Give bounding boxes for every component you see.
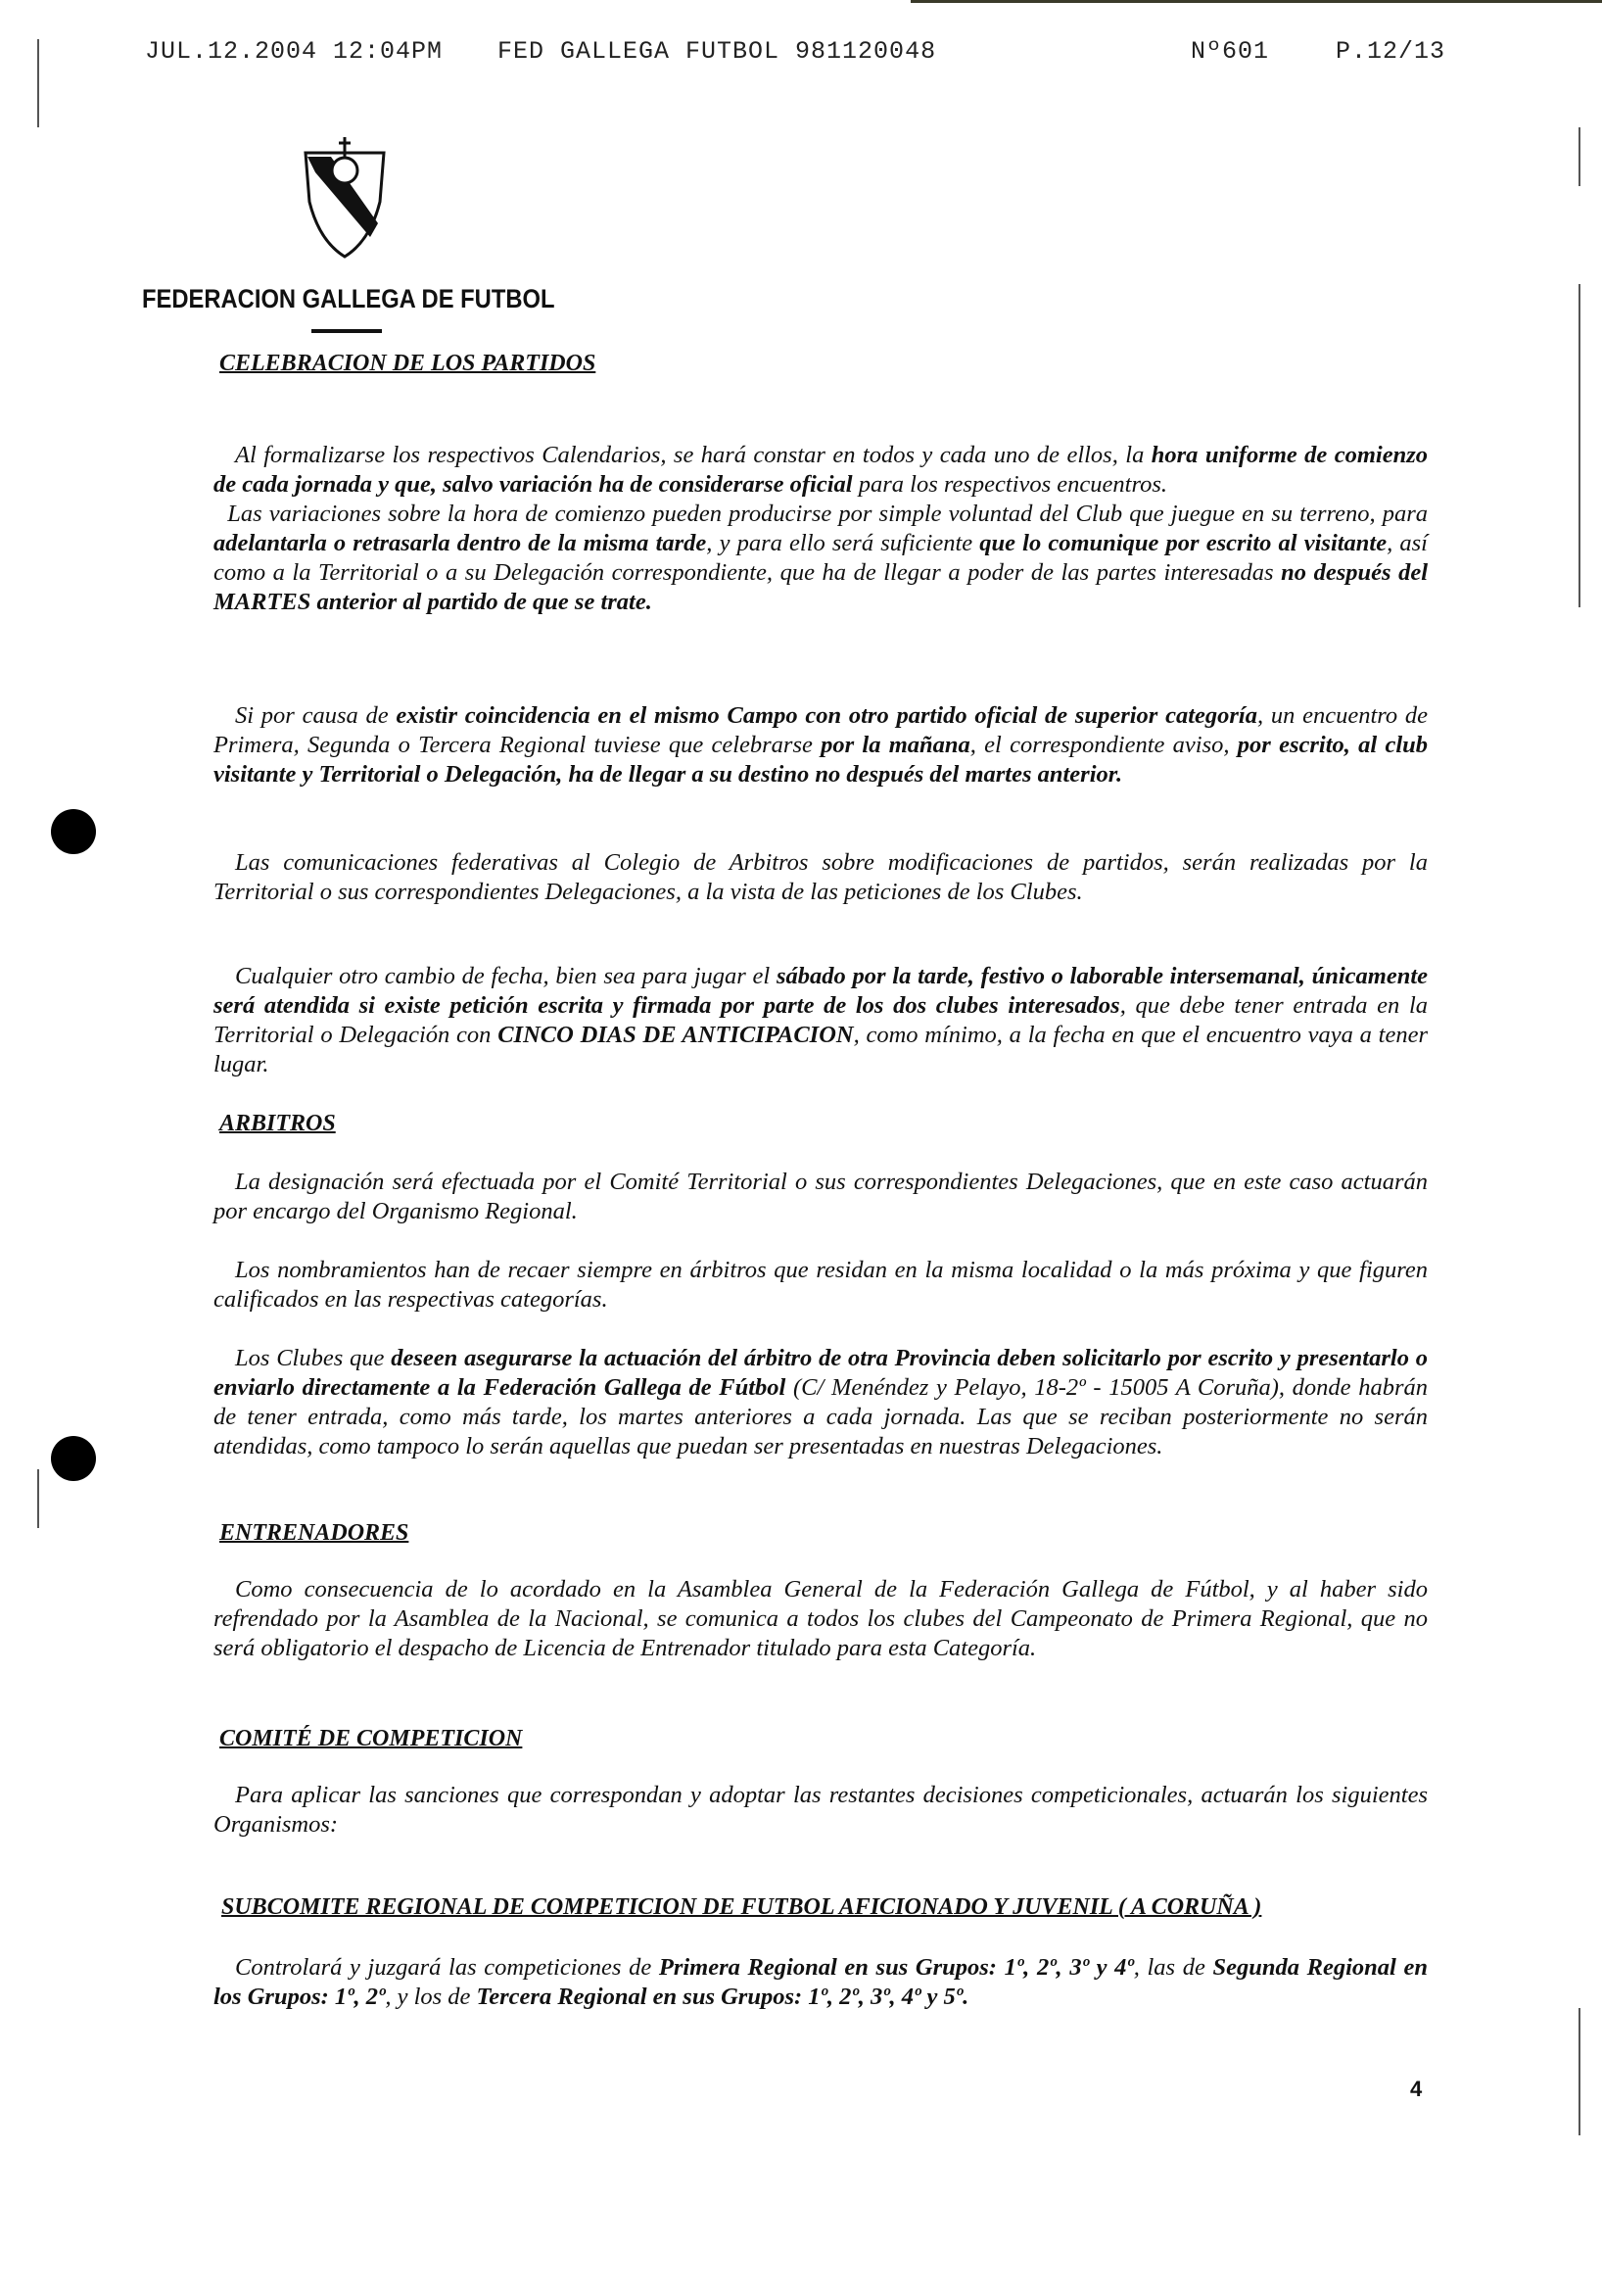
paragraph: [213, 1256, 1428, 1315]
organization-name: FEDERACION GALLEGA DE FUTBOL: [142, 284, 555, 313]
fax-sender: FED GALLEGA FUTBOL 981120048: [497, 37, 937, 66]
scan-edge: [37, 39, 39, 127]
emphasized-text: Tercera Regional en sus Grupos: 1º, 2º, 3º, 4º y 5º.: [476, 1984, 969, 2010]
punch-hole: [51, 809, 96, 854]
text-run: La designación será efectuada por el Comité Territorial o sus correspondientes Delegaciones, que en este caso actuarán por encargo del Organismo Regional.: [213, 1169, 1428, 1224]
emphasized-text: sábado por la tarde, festivo o laborable intersemanal, únicamente será atendida si existe petición escrita y firmada por parte de los dos clubes interesados: [213, 963, 1429, 1019]
text-run: , un encuentro de Primera, Segunda o Tercera Regional tuviese que celebrarse: [213, 702, 1429, 758]
page-number: 4: [1410, 2077, 1423, 2101]
paragraph: [213, 1575, 1428, 1663]
emphasized-text: que lo comunique por escrito al visitante: [979, 530, 1388, 556]
text-run: , y para ello será suficiente: [706, 530, 980, 556]
text-run: Los Clubes que: [235, 1345, 392, 1371]
text-run: para los respectivos encuentros.: [852, 471, 1168, 498]
paragraph: [213, 1168, 1428, 1226]
section-heading: ENTRENADORES: [219, 1520, 409, 1546]
section-heading: SUBCOMITE REGIONAL DE COMPETICION DE FUTBOL AFICIONADO Y JUVENIL ( A CORUÑA ): [221, 1894, 1262, 1920]
fax-datetime: JUL.12.2004 12:04PM: [145, 37, 444, 66]
fax-page: P.12/13: [1336, 37, 1446, 66]
section-heading: CELEBRACION DE LOS PARTIDOS: [219, 351, 596, 376]
scan-edge: [1578, 284, 1580, 607]
emphasized-text: no después del MARTES anterior al partido de que se trate.: [213, 559, 1429, 615]
text-run: Cualquier otro cambio de fecha, bien sea para jugar el: [235, 963, 777, 989]
text-run: , como mínimo, a la fecha en que el encuentro vaya a tener lugar.: [213, 1022, 1428, 1077]
text-run: Para aplicar las sanciones que correspondan y adoptar las restantes decisiones competicionales, actuarán los siguientes Organismos:: [213, 1782, 1428, 1838]
scan-edge: [911, 0, 1602, 3]
paragraph: [213, 441, 1428, 617]
text-run: , y los de: [385, 1984, 477, 2010]
text-run: , así como a la Territorial o a su Delegación correspondiente, que ha de llegar a poder de las partes interesadas: [213, 530, 1428, 586]
text-run: Como consecuencia de lo acordado en la Asamblea General de la Federación Gallega de Fútbol, y al haber sido refrendado por la Asamblea de la Nacional, se comunica a todos los clubes del Campeonato de Primera Regional, que no será obligatorio el despacho de Licencia de Entrenador titulado para esta Categoría.: [213, 1576, 1428, 1661]
paragraph: [213, 701, 1428, 789]
punch-hole: [51, 1436, 96, 1481]
emphasized-text: Primera Regional en sus Grupos: 1º, 2º, 3º y 4º: [658, 1954, 1134, 1981]
paragraph: [213, 1344, 1428, 1461]
text-run: (C/ Menéndez y Pelayo, 18-2º - 15005 A Coruña), donde habrán de tener entrada, como más tarde, los martes anteriores a cada jornada. Las que se reciban posteriormente no serán atendidas, como tampoco lo serán aquellas que puedan ser presentadas en nuestras Delegaciones.: [213, 1374, 1428, 1459]
paragraph: [213, 848, 1428, 907]
paragraph: [213, 962, 1428, 1079]
fax-number: Nº601: [1191, 37, 1270, 66]
text-run: Si por causa de: [235, 702, 397, 729]
text-run: , las de: [1133, 1954, 1213, 1981]
section-heading: ARBITROS: [219, 1111, 336, 1136]
section-heading: COMITÉ DE COMPETICION: [219, 1726, 523, 1751]
scan-edge: [1578, 127, 1580, 186]
text-run: Al formalizarse los respectivos Calendarios, se hará constar en todos y cada uno de ellos, la: [235, 442, 1152, 468]
paragraph: [213, 1781, 1428, 1840]
text-run: Los nombramientos han de recaer siempre en árbitros que residan en la misma localidad o la más próxima y que figuren calificados en las respectivas categorías.: [213, 1257, 1428, 1313]
paragraph: [213, 1953, 1428, 2012]
federation-crest-logo: [302, 133, 388, 259]
text-run: Controlará y juzgará las competiciones de: [235, 1954, 659, 1981]
emphasized-text: por escrito, al club visitante y Territorial o Delegación, ha de llegar a su destino no después del martes anterior.: [213, 732, 1429, 788]
emphasized-text: CINCO DIAS DE ANTICIPACION: [497, 1022, 854, 1048]
text-run: , el correspondiente aviso,: [969, 732, 1238, 758]
emphasized-text: por la mañana: [821, 732, 970, 758]
emphasized-text: deseen asegurarse la actuación del árbitro de otra Provincia deben solicitarlo por escrito y presentarlo o enviarlo directamente a la Federación Gallega de Fútbol: [213, 1345, 1428, 1401]
scan-edge: [37, 1469, 39, 1528]
divider: [311, 329, 382, 333]
text-run: Las comunicaciones federativas al Colegio de Arbitros sobre modificaciones de partidos, serán realizadas por la Territorial o sus correspondientes Delegaciones, a la vista de las peticiones de los Clubes.: [213, 849, 1428, 905]
scan-edge: [1578, 2008, 1580, 2135]
text-run: Las variaciones sobre la hora de comienzo pueden producirse por simple voluntad del Club que juegue en su terreno, para: [227, 501, 1429, 527]
emphasized-text: hora uniforme de comienzo de cada jornada y que, salvo variación ha de considerarse oficial: [213, 442, 1428, 498]
emphasized-text: adelantarla o retrasarla dentro de la misma tarde: [213, 530, 707, 556]
text-run: , que debe tener entrada en la Territorial o Delegación con: [213, 992, 1428, 1048]
emphasized-text: existir coincidencia en el mismo Campo con otro partido oficial de superior categoría: [396, 702, 1257, 729]
emphasized-text: Segunda Regional en los Grupos: 1º, 2º: [213, 1954, 1428, 2010]
